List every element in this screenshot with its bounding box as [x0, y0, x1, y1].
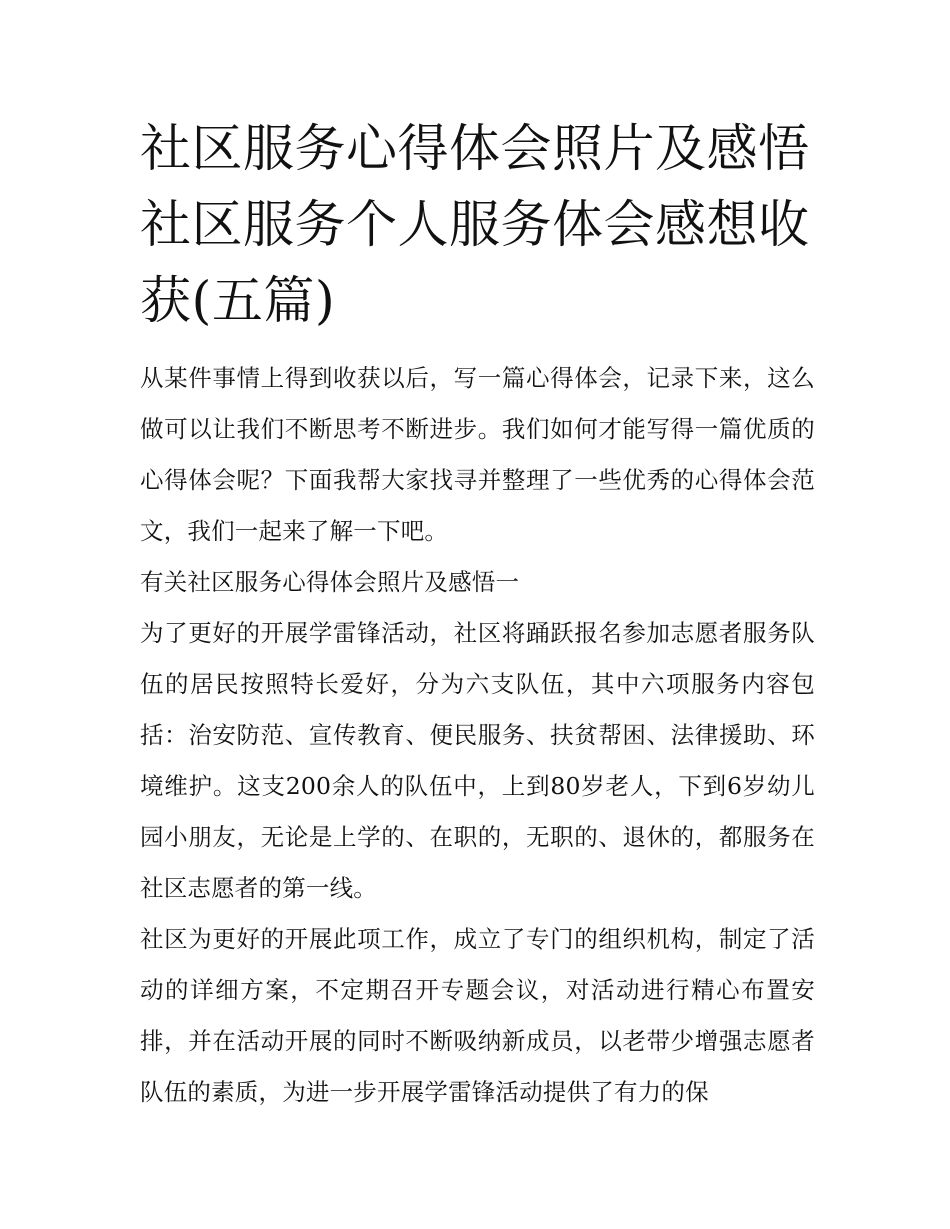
body-paragraph: 为了更好的开展学雷锋活动，社区将踊跃报名参加志愿者服务队伍的居民按照特长爱好，分为六支队伍，其中六项服务内容包括：治安防范、宣传教育、便民服务、扶贫帮困、法律援助、环境维护。这支200余人的队伍中，上到80岁老人，下到6岁幼儿园小朋友，无论是上学的、在职的，无职的、退休的，都服务在社区志愿者的第一线。 — [140, 619, 815, 902]
document-body — [140, 353, 815, 1118]
body-paragraph: 社区为更好的开展此项工作，成立了专门的组织机构，制定了活动的详细方案，不定期召开专题会议，对活动进行精心布置安排，并在活动开展的同时不断吸纳新成员，以老带少增强志愿者队伍的素质，为进一步开展学雷锋活动提供了有力的保 — [140, 925, 815, 1106]
section-heading: 有关社区服务心得体会照片及感悟一 — [140, 568, 520, 596]
document-title: 社区服务心得体会照片及感悟社区服务个人服务体会感想收获(五篇) — [140, 120, 810, 331]
intro-paragraph: 从某件事情上得到收获以后，写一篇心得体会，记录下来，这么做可以让我们不断思考不断进步。我们如何才能写得一篇优质的心得体会呢？下面我帮大家找寻并整理了一些优秀的心得体会范文，我们一起来了解一下吧。 — [140, 364, 815, 545]
